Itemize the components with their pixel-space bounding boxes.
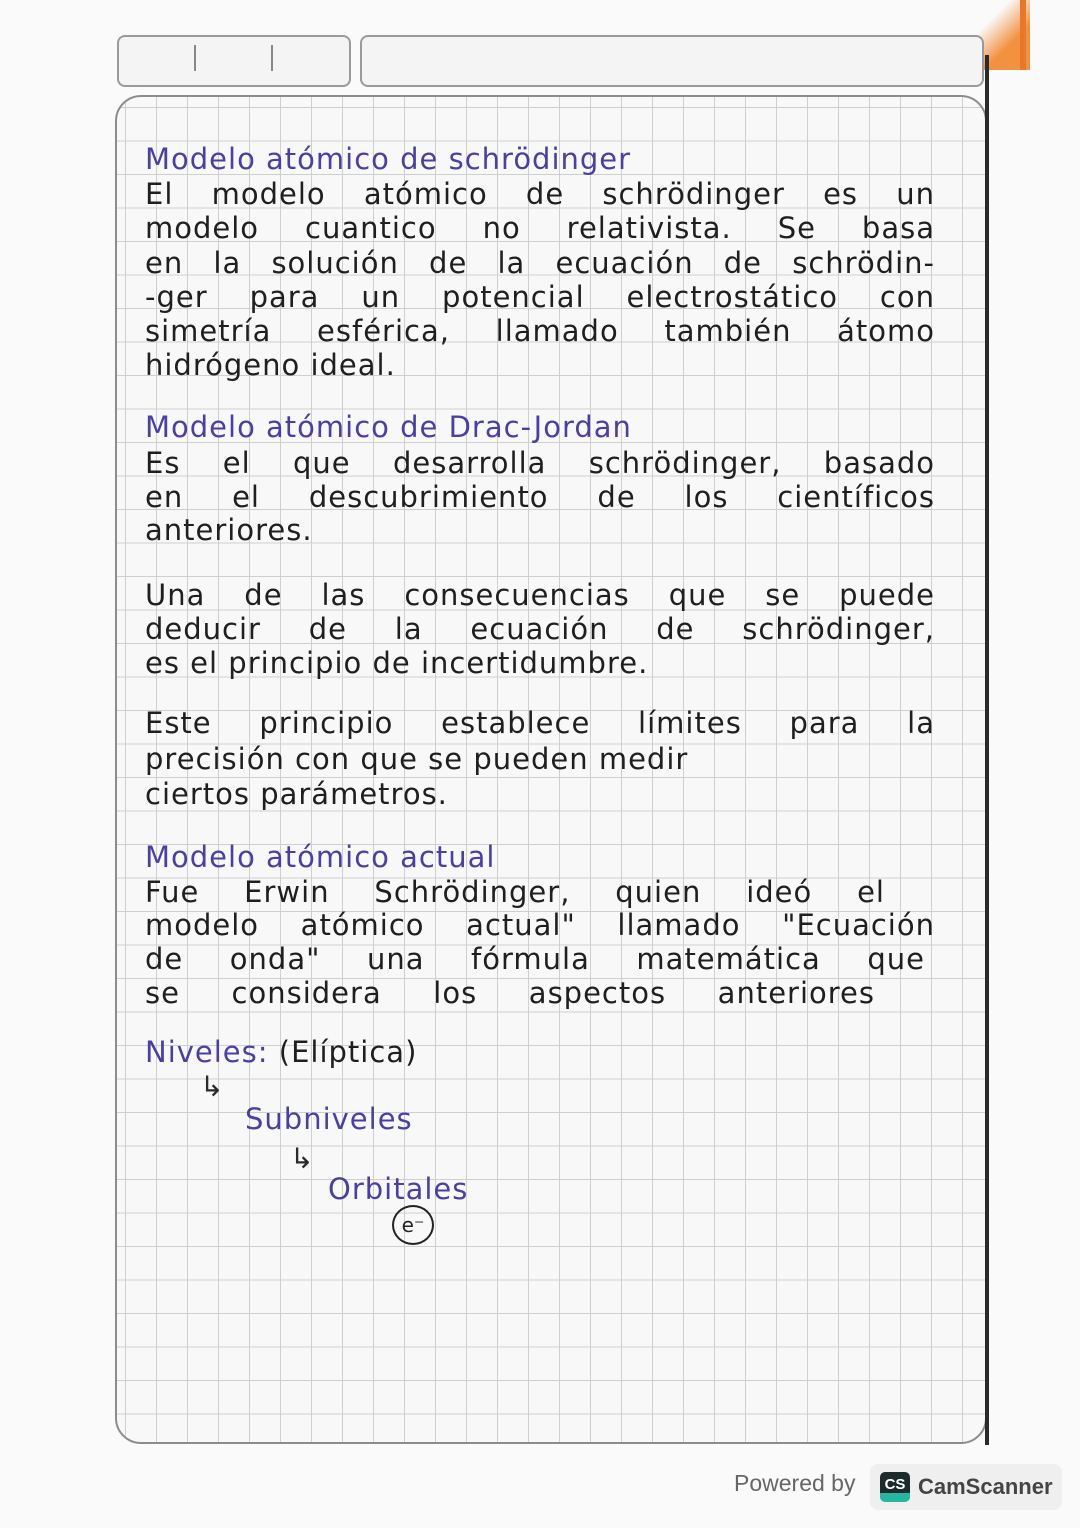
heading-schrodinger: Modelo atómico de schrödinger <box>145 142 632 176</box>
text-line: modelo atómico actual" llamado "Ecuación <box>145 908 935 942</box>
text-line: hidrógeno ideal. <box>145 348 396 382</box>
text-line: en la solución de la ecuación de schrödin- <box>145 246 935 280</box>
text-line: modelo cuantico no relativista. Se basa <box>145 211 935 245</box>
text-line: El modelo atómico de schrödinger es un <box>145 177 935 211</box>
text-line: simetría esférica, llamado también átomo <box>145 314 935 348</box>
heading-dirac-jordan: Modelo atómico de Drac-Jordan <box>145 410 632 444</box>
text-line: -ger para un potencial electrostático con <box>145 280 935 314</box>
text-line: Fue Erwin Schrödinger, quien ideó el <box>145 875 885 909</box>
text-line: deducir de la ecuación de schrödinger, <box>145 612 935 646</box>
text-line: Una de las consecuencias que se puede <box>145 578 935 612</box>
orbitals-label: Orbitales <box>328 1172 469 1206</box>
text-line: precisión con que se pueden medir <box>145 742 689 776</box>
notebook-edge <box>985 55 989 1445</box>
camscanner-logo-icon: CS <box>880 1472 910 1502</box>
header-box-title <box>360 35 984 87</box>
branch-arrow-icon: ↳ <box>290 1142 314 1175</box>
header-box-date <box>117 35 351 87</box>
electron-symbol: e⁻ <box>392 1205 434 1245</box>
levels-label: Niveles: <box>145 1035 269 1069</box>
branch-arrow-icon: ↳ <box>200 1070 224 1103</box>
text-line: anteriores. <box>145 513 313 547</box>
text-line: se considera los aspectos anteriores <box>145 976 875 1010</box>
page-corner-edge <box>1020 0 1026 70</box>
text-line: de onda" una fórmula matemática que <box>145 942 925 976</box>
heading-actual-model: Modelo atómico actual <box>145 840 496 874</box>
text-line: es el principio de incertidumbre. <box>145 646 649 680</box>
sublevels-label: Subniveles <box>245 1102 413 1136</box>
text-line: Este principio establece límites para la <box>145 706 935 740</box>
hierarchy-levels <box>145 1035 935 1069</box>
camscanner-badge <box>870 1464 1062 1510</box>
text-line: Es el que desarrolla schrödinger, basado <box>145 446 935 480</box>
powered-by-text: Powered by <box>734 1470 856 1496</box>
text-line: en el descubrimiento de los científicos <box>145 480 935 514</box>
levels-note: (Elíptica) <box>278 1035 418 1069</box>
camscanner-name: CamScanner <box>918 1474 1053 1499</box>
text-line: ciertos parámetros. <box>145 777 448 811</box>
